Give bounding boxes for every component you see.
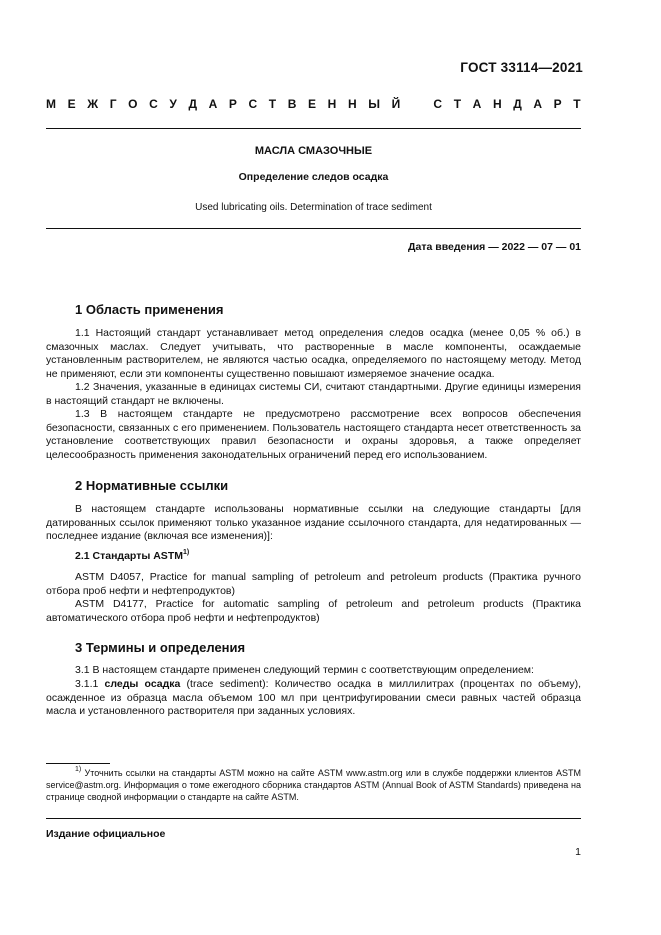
banner-letter: Р bbox=[553, 97, 562, 111]
banner-letter: Г bbox=[109, 97, 117, 111]
subsection-2-1-heading bbox=[75, 550, 189, 562]
banner-letter: М bbox=[46, 97, 56, 111]
term-name: следы осадка bbox=[104, 678, 181, 690]
banner-letter: О bbox=[128, 97, 138, 111]
banner-letter: Е bbox=[67, 97, 76, 111]
document-title: МАСЛА СМАЗОЧНЫЕ bbox=[254, 145, 373, 157]
footnote-separator bbox=[46, 763, 110, 764]
term-definition: (trace sediment): Количество осадка в миллилитрах (процентах по объему), осажденное из образца масла объемом 100 мл при центрифугировании смеси равных частей образца масла и установленного растворителя при заданных условиях. bbox=[46, 678, 581, 718]
page-number: 1 bbox=[575, 846, 581, 858]
banner-letter: Е bbox=[308, 97, 317, 111]
banner-letter: С bbox=[149, 97, 158, 111]
banner-letter: Н bbox=[492, 97, 502, 111]
paragraph-2-intro: В настоящем стандарте использованы нормативные ссылки на следующие стандарты [для датированных ссылок применяют только указанное издание ссылочного стандарта, для недатированных — последнее издание (включая все изменения)]: bbox=[46, 503, 581, 543]
banner-word-gap bbox=[412, 97, 422, 113]
banner-letter: Т bbox=[453, 97, 462, 111]
section-3-heading: 3 Термины и определения bbox=[75, 640, 246, 655]
banner-letter: А bbox=[208, 97, 218, 111]
reference-astm-d4177: ASTM D4177, Practice for automatic sampling of petroleum and petroleum products (Практика автоматического отбора проб нефти и нефтепродуктов) bbox=[46, 598, 581, 624]
banner-letter: Р bbox=[228, 97, 237, 111]
paragraph-1-2: 1.2 Значения, указанные в единицах системы СИ, считают стандартными. Другие единицы измерения в настоящий стандарт не включены. bbox=[46, 381, 581, 407]
banner-letter: Д bbox=[188, 97, 197, 111]
term-number: 3.1.1 bbox=[75, 678, 105, 690]
banner-letter: А bbox=[472, 97, 482, 111]
section-2-heading: 2 Нормативные ссылки bbox=[75, 478, 229, 493]
banner-letter: А bbox=[533, 97, 543, 111]
footnote-text: Уточнить ссылки на стандарты ASTM можно на сайте ASTM www.astm.org или в службе поддержки клиентов ASTM service@astm.org. Информация о томе ежегодного сборника стандартов ASTM (Annual Book of ASTM Standards) приведена на странице сводной информации о стандарте на сайте ASTM. bbox=[46, 768, 581, 803]
footer-divider bbox=[46, 818, 581, 819]
english-title: Used lubricating oils. Determination of trace sediment bbox=[195, 202, 432, 213]
banner-letter: У bbox=[169, 97, 177, 111]
banner-letter: Н bbox=[347, 97, 357, 111]
banner-letter: С bbox=[433, 97, 443, 111]
banner-letter: Ж bbox=[87, 97, 99, 111]
paragraph-3-1: 3.1 В настоящем стандарте применен следующий термин с соответствующим определением: bbox=[75, 664, 534, 676]
interstate-standard-banner bbox=[46, 97, 581, 113]
banner-letter: В bbox=[287, 97, 297, 111]
banner-letter: С bbox=[248, 97, 258, 111]
header-divider bbox=[46, 128, 581, 129]
title-divider bbox=[46, 228, 581, 229]
banner-letter: Н bbox=[327, 97, 337, 111]
paragraph-1-3: 1.3 В настоящем стандарте не предусмотрено рассмотрение всех вопросов обеспечения безопасности, связанных с его применением. Пользователь настоящего стандарта несет ответственность за установление соответствующих правил безопасности и охраны здоровья, а также определяет целесообразность применения законодательных ограничений перед его использованием. bbox=[46, 408, 581, 461]
footnote-marker: 1) bbox=[75, 766, 82, 773]
reference-astm-d4057: ASTM D4057, Practice for manual sampling of petroleum and petroleum products (Практика ручного отбора проб нефти и нефтепродуктов) bbox=[46, 571, 581, 597]
banner-letter: Ы bbox=[368, 97, 380, 111]
footnote bbox=[46, 767, 581, 804]
banner-letter: Т bbox=[268, 97, 277, 111]
paragraph-3-1-1 bbox=[46, 678, 581, 719]
section-1-heading: 1 Область применения bbox=[75, 302, 224, 317]
standard-number: ГОСТ 33114—2021 bbox=[460, 60, 583, 75]
banner-letter: Д bbox=[513, 97, 522, 111]
footnote-ref-1: 1) bbox=[182, 549, 190, 556]
banner-letter: Й bbox=[391, 97, 401, 111]
subsection-2-1-text: 2.1 Стандарты ASTM bbox=[75, 550, 183, 562]
banner-letter: Т bbox=[573, 97, 581, 111]
official-edition-label: Издание официальное bbox=[46, 828, 166, 840]
introduction-date: Дата введения — 2022 — 07 — 01 bbox=[408, 241, 581, 253]
document-subtitle: Определение следов осадка bbox=[238, 171, 389, 183]
paragraph-1-1: 1.1 Настоящий стандарт устанавливает метод определения следов осадка (менее 0,05 % об.) в смазочных маслах. Следует учитывать, что растворенные в масле компоненты, осаждаемые установленным растворителем, не являются частью осадка, определяемого по настоящему методу. Метод не применяют, если эти компоненты существенно повышают измеряемое значение осадка. bbox=[46, 327, 581, 380]
